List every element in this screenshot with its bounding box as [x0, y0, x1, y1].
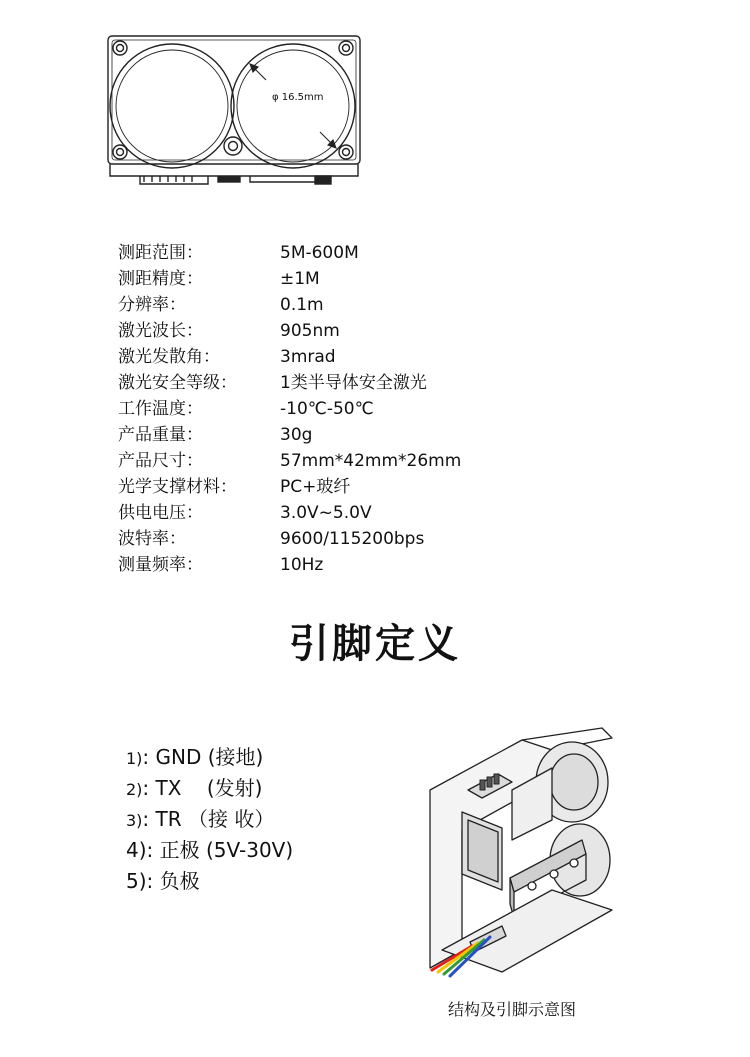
- spec-value: 905nm: [280, 321, 340, 341]
- spec-value: 1类半导体安全激光: [280, 373, 427, 393]
- spec-label: 激光波长：: [118, 321, 203, 341]
- pin-number: 1): [126, 749, 143, 768]
- pin-item: [126, 838, 293, 869]
- pin-text: : 正极 (5V-30V): [146, 838, 294, 862]
- spec-label: 供电电压：: [118, 503, 203, 523]
- diagram-caption: 结构及引脚示意图: [448, 1000, 577, 1019]
- pin-number: 4): [126, 838, 147, 862]
- spec-value: 3.0V~5.0V: [280, 503, 372, 523]
- spec-label: 光学支撑材料：: [118, 477, 237, 497]
- spec-label: 产品重量：: [118, 425, 203, 445]
- spec-value: 10Hz: [280, 555, 324, 575]
- spec-label: 测距精度：: [118, 269, 203, 289]
- spec-label: 产品尺寸：: [118, 451, 203, 471]
- pin-text: : TX (发射): [142, 776, 263, 800]
- spec-label: 波特率：: [118, 529, 186, 549]
- spec-value: ±1M: [280, 269, 320, 289]
- pin-text: : 负极: [146, 869, 200, 893]
- spec-label: 激光安全等级：: [118, 373, 237, 393]
- spec-label: 测量频率：: [118, 555, 203, 575]
- pin-text: : GND (接地): [142, 745, 264, 769]
- pin-number: 2): [126, 780, 143, 799]
- pin-item: [126, 869, 293, 900]
- pin-item: [126, 745, 293, 776]
- pin-list: [126, 745, 293, 900]
- pin-text: : TR （接 收）: [142, 807, 275, 831]
- spec-label: 激光发散角：: [118, 347, 220, 367]
- pin-item: [126, 776, 293, 807]
- spec-value: PC+玻纤: [280, 477, 351, 497]
- structure-pin-diagram: [402, 720, 642, 990]
- spec-value: 9600/115200bps: [280, 529, 425, 549]
- spec-value: 0.1m: [280, 295, 324, 315]
- pin-definition-title: 引脚定义: [289, 621, 461, 667]
- spec-value: 5M-600M: [280, 243, 359, 263]
- module-front-drawing: [100, 28, 370, 188]
- pin-item: [126, 807, 293, 838]
- pin-number: 3): [126, 811, 143, 830]
- spec-value: 30g: [280, 425, 313, 445]
- spec-label: 测距范围：: [118, 243, 203, 263]
- spec-value: 3mrad: [280, 347, 336, 367]
- spec-label: 工作温度：: [118, 399, 203, 419]
- diameter-label: φ 16.5mm: [272, 92, 324, 103]
- spec-label: 分辨率：: [118, 295, 186, 315]
- pin-number: 5): [126, 869, 147, 893]
- spec-value: 57mm*42mm*26mm: [280, 451, 462, 471]
- spec-value: -10℃-50℃: [280, 399, 374, 419]
